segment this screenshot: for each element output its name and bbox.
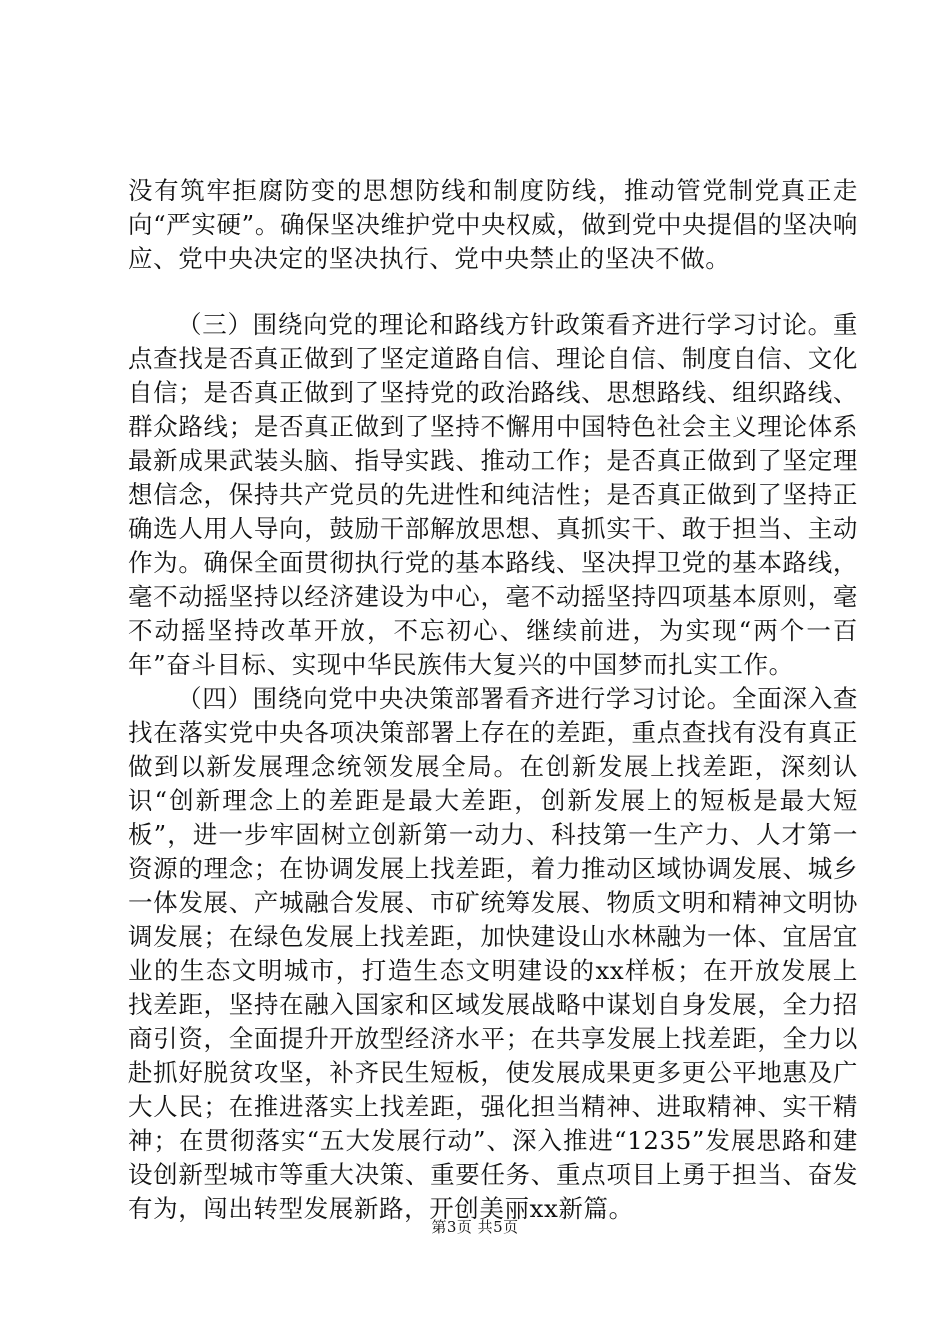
paragraph-continuation: 没有筑牢拒腐防变的思想防线和制度防线，推动管党制党真正走向“严实硬”。确保坚决维护党中央权威，做到党中央提倡的坚决响应、党中央决定的坚决执行、党中央禁止的坚决不做。 [128, 176, 858, 273]
document-body [128, 174, 858, 1226]
page-footer: 第3页 共5页 [431, 1218, 519, 1236]
paragraph-gap [128, 276, 858, 308]
paragraph-section-3: （三）围绕向党的理论和路线方针政策看齐进行学习讨论。重点查找是否真正做到了坚定道路自信、理论自信、制度自信、文化自信；是否真正做到了坚持党的政治路线、思想路线、组织路线、群众路线；是否真正做到了坚持不懈用中国特色社会主义理论体系最新成果武装头脑、指导实践、推动工作；是否真正做到了坚定理想信念，保持共产党员的先进性和纯洁性；是否真正做到了坚持正确选人用人导向，鼓励干部解放思想、真抓实干、敢于担当、主动作为。确保全面贯彻执行党的基本路线、坚决捍卫党的基本路线，毫不动摇坚持以经济建设为中心，毫不动摇坚持四项基本原则，毫不动摇坚持改革开放，不忘初心、继续前进，为实现“两个一百年”奋斗目标、实现中华民族伟大复兴的中国梦而扎实工作。 [128, 310, 858, 679]
paragraph-section-4: （四）围绕向党中央决策部署看齐进行学习讨论。全面深入查找在落实党中央各项决策部署上存在的差距，重点查找有没有真正做到以新发展理念统领发展全局。在创新发展上找差距，深刻认识“创新理念上的差距是最大差距，创新发展上的短板是最大短板”，进一步牢固树立创新第一动力、科技第一生产力、人才第一资源的理念；在协调发展上找差距，着力推动区域协调发展、城乡一体发展、产城融合发展、市矿统筹发展、物质文明和精神文明协调发展；在绿色发展上找差距，加快建设山水林融为一体、宜居宜业的生态文明城市，打造生态文明建设的xx样板；在开放发展上找差距，坚持在融入国家和区域发展战略中谋划自身发展，全力招商引资，全面提升开放型经济水平；在共享发展上找差距，全力以赴抓好脱贫攻坚，补齐民生短板，使发展成果更多更公平地惠及广大人民；在推进落实上找差距，强化担当精神、进取精神、实干精神；在贯彻落实“五大发展行动”、深入推进“1235”发展思路和建设创新型城市等重大决策、重要任务、重点项目上勇于担当、奋发有为，闯出转型发展新路，开创美丽xx新篇。 [128, 684, 858, 1223]
